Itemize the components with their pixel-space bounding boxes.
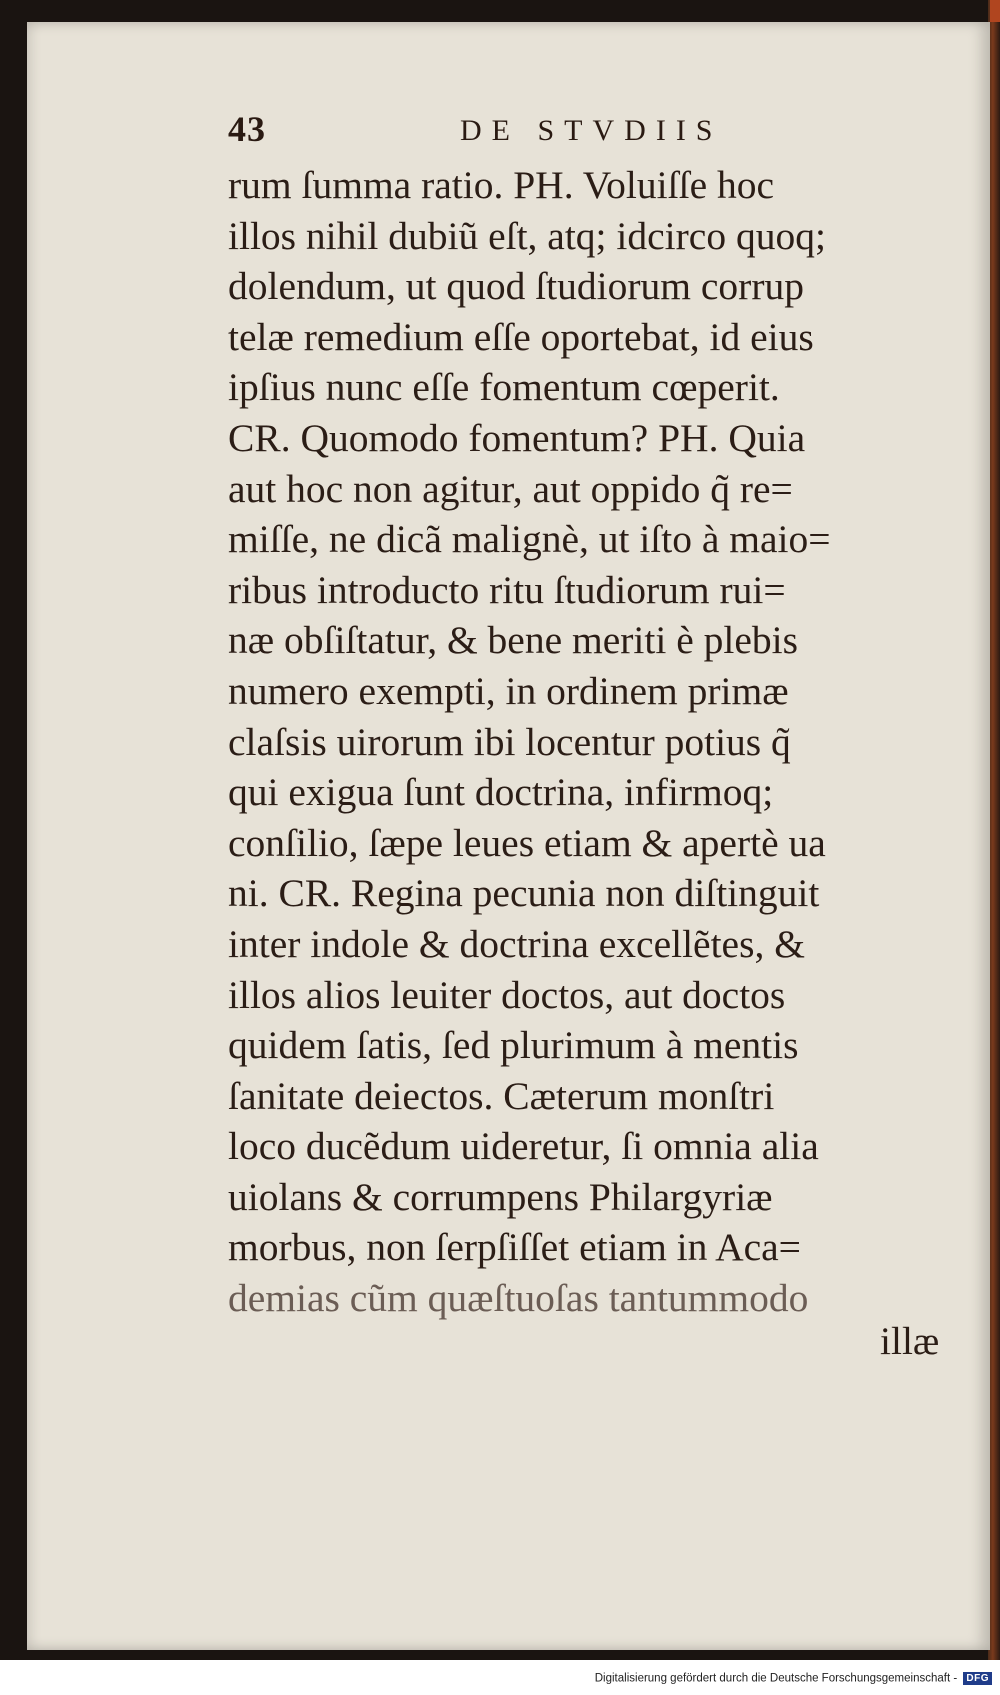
text-line: næ obſiſtatur, & bene meriti è plebis [228, 618, 798, 663]
text-line: miſſe, ne dicã malignè, ut iſto à maio= [228, 517, 831, 562]
page-edge-marker [990, 0, 1000, 22]
text-line: illos nihil dubiũ eſt, atq; idcirco quoq; [228, 213, 826, 258]
text-line: conſilio, ſæpe leues etiam & apertè ua [228, 820, 826, 865]
text-line: morbus, non ſerpſiſſet etiam in Aca= [228, 1225, 801, 1270]
text-line: telæ remedium eſſe oportebat, id eius [228, 314, 814, 359]
text-line: illos alios leuiter doctos, aut doctos [228, 972, 786, 1017]
dfg-logo: DFG [963, 1672, 992, 1685]
text-line: demias cũm quæſtuoſas tantummodo [228, 1276, 809, 1321]
text-line: ſanitate deiectos. Cæterum monſtri [228, 1073, 775, 1118]
body-text [228, 160, 948, 1324]
text-line: quidem ſatis, ſed plurimum à mentis [228, 1023, 799, 1068]
catchword: illæ [880, 1319, 940, 1363]
text-line: qui exigua ſunt doctrina, infirmoq; [228, 770, 774, 815]
text-line: ipſius nunc eſſe fomentum cœperit. [228, 365, 780, 410]
text-line: loco ducẽdum uideretur, ſi omnia alia [228, 1124, 819, 1169]
credit-text: Digitalisierung gefördert durch die Deutsche Forschungsgemeinschaft - [594, 1672, 958, 1685]
text-line: uiolans & corrumpens Philargyriæ [228, 1174, 773, 1219]
text-line: numero exempti, in ordinem primæ [228, 668, 789, 713]
text-line: ni. CR. Regina pecunia non diſtinguit [228, 871, 820, 916]
text-line: ribus introducto ritu ſtudiorum rui= [228, 567, 786, 612]
text-line: rum ſumma ratio. PH. Voluiſſe hoc [228, 163, 775, 207]
text-line: aut hoc non agitur, aut oppido q̃ re= [228, 466, 793, 511]
digitization-credit [0, 1672, 992, 1692]
running-head [228, 108, 748, 158]
running-head-title: DE STVDIIS [460, 114, 723, 147]
text-line: inter indole & doctrina excellẽtes, & [228, 921, 805, 966]
text-line: CR. Quomodo fomentum? PH. Quia [228, 415, 806, 460]
text-line: dolendum, ut quod ſtudiorum corrup [228, 264, 804, 309]
page-number: 43 [228, 109, 266, 149]
text-line: claſsis uirorum ibi locentur potius q̃ [228, 719, 791, 764]
